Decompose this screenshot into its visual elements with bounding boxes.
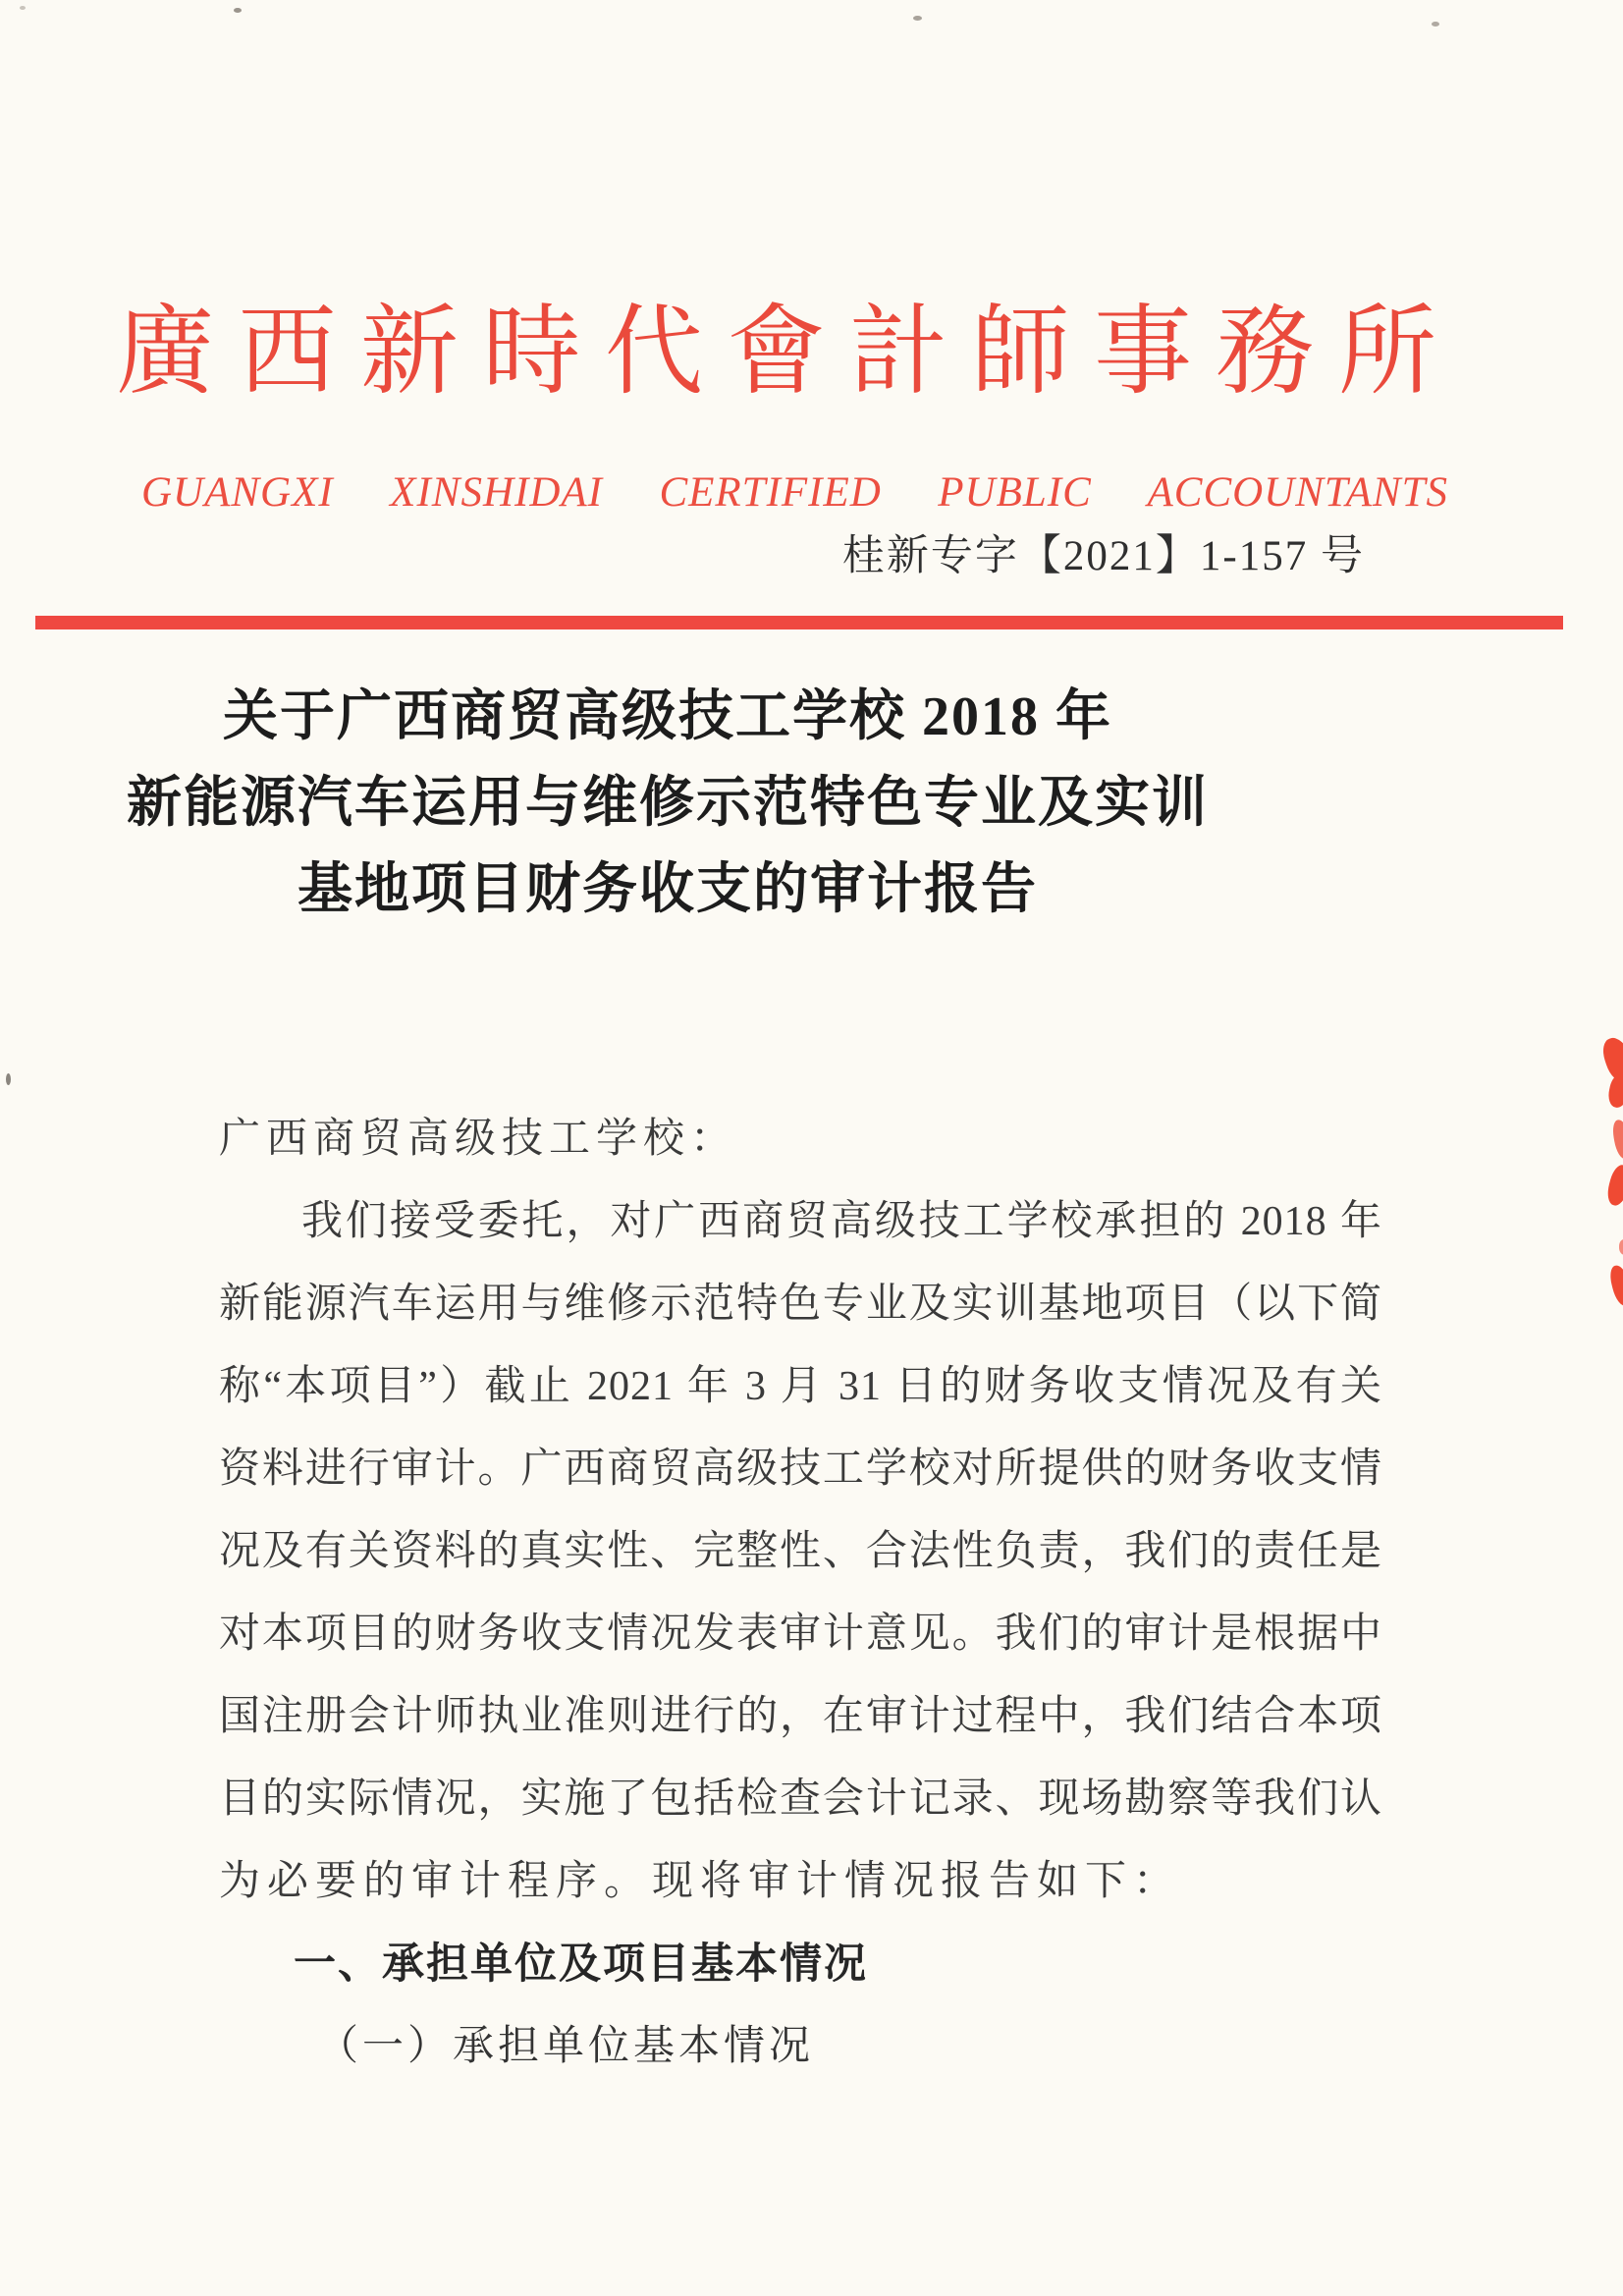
scan-speck: [6, 1073, 11, 1085]
subsection-heading: （一）承担单位基本情况: [317, 2024, 815, 2069]
audit-intro-paragraph: [219, 1180, 1382, 1923]
letterhead-english-name: GUANGXI XINSHIDAI CERTIFIED PUBLIC ACCOUNTANTS: [141, 469, 1448, 516]
scan-speck: [20, 6, 26, 10]
letterhead-divider-rule: [35, 616, 1563, 629]
paragraph-line: 新能源汽车运用与维修示范特色专业及实训基地项目（以下简: [219, 1282, 1382, 1327]
letterhead-chinese-name: 廣西新時代會計師事務所: [116, 298, 1436, 407]
paragraph-line: 资料进行审计。广西商贸高级技工学校对所提供的财务收支情: [219, 1447, 1382, 1492]
report-title-line-3: 基地项目财务收支的审计报告: [298, 859, 1038, 920]
stamp-fragment: [1607, 1263, 1623, 1307]
paragraph-line: 称“本项目”）截止 2021 年 3 月 31 日的财务收支情况及有关: [219, 1364, 1382, 1409]
stamp-fragment: [1611, 1119, 1623, 1160]
paragraph-line: 对本项目的财务收支情况发表审计意见。我们的审计是根据中: [219, 1612, 1382, 1657]
paragraph-line: 为必要的审计程序。现将审计情况报告如下：: [219, 1859, 1182, 1904]
paragraph-line: 国注册会计师执业准则进行的，在审计过程中，我们结合本项: [219, 1694, 1382, 1739]
report-title: [0, 674, 1335, 933]
stamp-fragment: [1604, 1163, 1623, 1208]
paragraph-line: 我们接受委托，对广西商贸高级技工学校承担的 2018 年: [301, 1199, 1382, 1244]
paragraph-line: 况及有关资料的真实性、完整性、合法性负责，我们的责任是: [219, 1529, 1382, 1574]
paragraph-line: 目的实际情况，实施了包括检查会计记录、现场勘察等我们认: [219, 1777, 1382, 1822]
scan-speck: [234, 8, 242, 13]
report-title-line-2: 新能源汽车运用与维修示范特色专业及实训: [127, 773, 1209, 834]
report-title-line-1: 关于广西商贸高级技工学校 2018 年: [223, 686, 1112, 747]
scan-speck: [1432, 22, 1439, 27]
stamp-fragment: [1606, 1072, 1623, 1109]
report-body: [219, 1098, 1382, 2088]
section-heading: 一、承担单位及项目基本情况: [294, 1941, 868, 1988]
stamp-fragment: [1619, 1239, 1623, 1255]
scan-speck: [913, 16, 922, 21]
salutation: 广西商贸高级技工学校：: [219, 1117, 738, 1162]
document-number: 桂新专字【2021】1-157 号: [841, 533, 1365, 579]
